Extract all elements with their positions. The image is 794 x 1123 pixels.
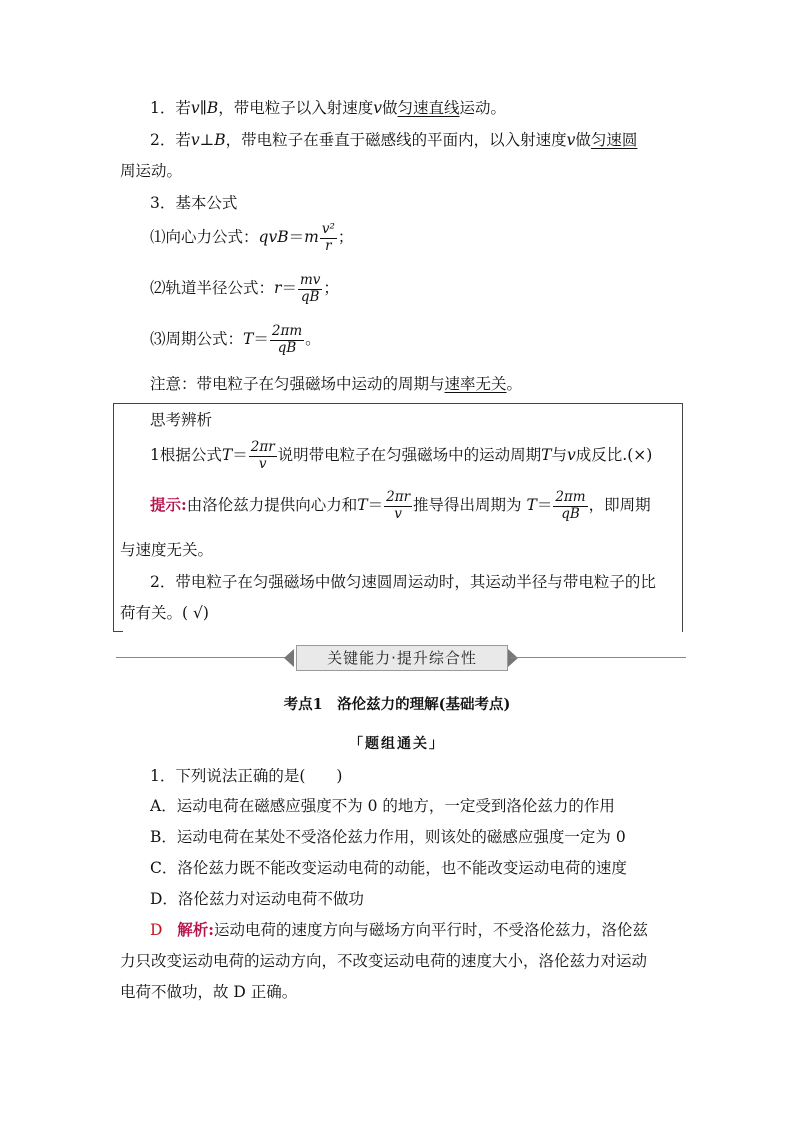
banner-rule-right [511,657,686,658]
option-a: A．运动电荷在磁感应强度不为 0 的地方，一定受到洛伦兹力的作用 [150,797,615,815]
section-title: 考点1 洛伦兹力的理解(基础考点) [283,696,511,713]
formula-3-fraction [270,324,304,356]
hint-eq-2: ＝ [536,496,553,515]
thinking-q2-line-1: 2．带电粒子在匀强磁场中做匀速圆周运动时，其运动半径与带电粒子的比 [150,573,656,591]
banner-chevron-right-icon [508,649,518,667]
analysis-label: 解析: [177,920,214,939]
formula-2-eq: ＝ [281,279,297,298]
item-1-var-b: B [206,99,219,117]
hint-text-c: ，即周期 [588,496,651,515]
item-2 [150,128,637,150]
item-3-heading: 3．基本公式 [150,194,238,212]
note-underlined: 速率无关 [444,375,507,393]
analysis-line-3: 电荷不做功，故 D 正确。 [120,983,298,1001]
formula-2-lhs: r [274,279,282,298]
item-2-text-d: 做 [575,131,591,149]
hint-numerator-1: 2πr [386,489,411,505]
formula-1-m: m [304,228,319,247]
item-1-text-c: ，带电粒子以入射速度 [218,99,374,117]
hint-fraction-1 [384,490,412,522]
formula-3-numerator: 2πm [271,323,303,339]
formula-1-numerator: v² [321,221,335,237]
hint-label: 提示: [150,495,187,515]
q1-text-c: 与 [551,446,568,465]
q1-var-t: T [221,446,233,465]
formula-3-label: ⑶周期公式： [150,330,244,349]
analysis [150,918,648,940]
hint-text-b: 推导得出周期为 [413,496,522,515]
q1-denominator: v [258,455,267,472]
q1-numerator: 2πr [250,439,275,455]
option-d: D．洛伦兹力对运动电荷不做功 [150,890,364,908]
q1-text-a: 1根据公式 [150,446,222,465]
item-2-perp: ⊥ [199,131,215,149]
hint-numerator-2: 2πm [555,489,586,505]
option-b: B．运动电荷在某处不受洛伦兹力作用，则该处的磁感应强度一定为 0 [150,828,626,846]
formula-2-denominator: qB [300,288,320,305]
formula-3-eq: ＝ [253,330,269,349]
item-2-underlined: 匀速圆 [590,131,638,149]
item-2-line-2: 周运动。 [120,162,183,180]
formula-1-eq: ＝ [288,228,305,247]
item-1-var-v2: v [373,99,382,117]
item-1-underlined: 匀速直线 [397,99,460,117]
item-2-var-v2: v [566,131,576,149]
hint-text-a: 由洛伦兹力提供向心力和 [186,496,358,515]
note-text-a: 注意：带电粒子在匀强磁场中运动的周期与 [150,375,445,393]
note-text-b: 。 [506,375,523,393]
item-2-var-v: v [190,131,200,149]
question-stem: 1．下列说法正确的是( ) [150,767,343,785]
section-banner [116,645,686,671]
analysis-line-1: 运动电荷的速度方向与磁场方向平行时，不受洛伦兹力，洛伦兹 [213,921,648,939]
answer-letter: D [150,921,163,939]
q1-var-v: v [567,446,576,465]
banner-label: 关键能力·提升综合性 [296,645,508,671]
section-subtitle: 「题组通关」 [349,736,445,752]
formula-1-label: ⑴向心力公式： [150,228,259,247]
hint-denominator-2: qB [561,505,580,522]
item-1-parallel: ∥ [199,99,207,117]
formula-2-label: ⑵轨道半径公式： [150,279,275,298]
item-2-text-c: ，带电粒子在垂直于磁感线的平面内，以入射速度 [225,131,567,149]
q1-fraction [249,440,277,472]
q1-text-b: 说明带电粒子在匀强磁场中的运动周期 [277,446,542,465]
formula-3-denominator: qB [277,339,297,356]
hint-fraction-2 [553,490,587,522]
hint-var-t: T [357,496,368,515]
hint-line-2: 与速度无关。 [120,541,214,559]
q1-eq: ＝ [232,446,248,465]
thinking-title: 思考辨析 [150,411,213,429]
formula-1-end: ； [337,228,354,247]
thinking-hint [150,490,651,522]
item-1-text-e: 运动。 [459,99,507,117]
formula-3-lhs: T [243,330,254,349]
formula-1-fraction [320,222,337,254]
formula-1-lhs: qvB [258,228,289,247]
item-1 [150,96,506,118]
formula-period [150,324,321,356]
formula-2-numerator: mv [299,272,321,288]
formula-2-fraction [298,273,322,305]
thinking-box-bottom-tick [113,631,123,632]
formula-2-end: ； [323,279,339,298]
item-2-text-a: 2．若 [150,131,191,149]
hint-eq: ＝ [367,496,384,515]
hint-var-t2: T [526,496,537,515]
option-c: C．洛伦兹力既不能改变运动电荷的动能，也不能改变运动电荷的速度 [150,859,627,877]
item-2-var-b: B [214,131,226,149]
note [150,372,522,394]
formula-centripetal [150,222,353,254]
thinking-q1 [150,440,652,472]
banner-chevron-left-icon [284,649,294,667]
formula-radius [150,273,339,305]
item-1-text-d: 做 [381,99,398,117]
banner-rule-left [116,657,291,658]
item-1-text-a: 1．若 [150,99,191,117]
formula-1-denominator: r [325,237,332,254]
analysis-line-2: 力只改变运动电荷的运动方向，不改变运动电荷的速度大小，洛伦兹力对运动 [120,952,648,970]
hint-denominator-1: v [394,505,402,522]
q1-text-d: 成反比.(×) [575,446,653,465]
item-1-var-v: v [190,99,200,117]
formula-3-end: 。 [305,330,321,349]
q1-var-t2: T [541,446,552,465]
thinking-q2-line-2: 荷有关。( √) [120,604,209,622]
